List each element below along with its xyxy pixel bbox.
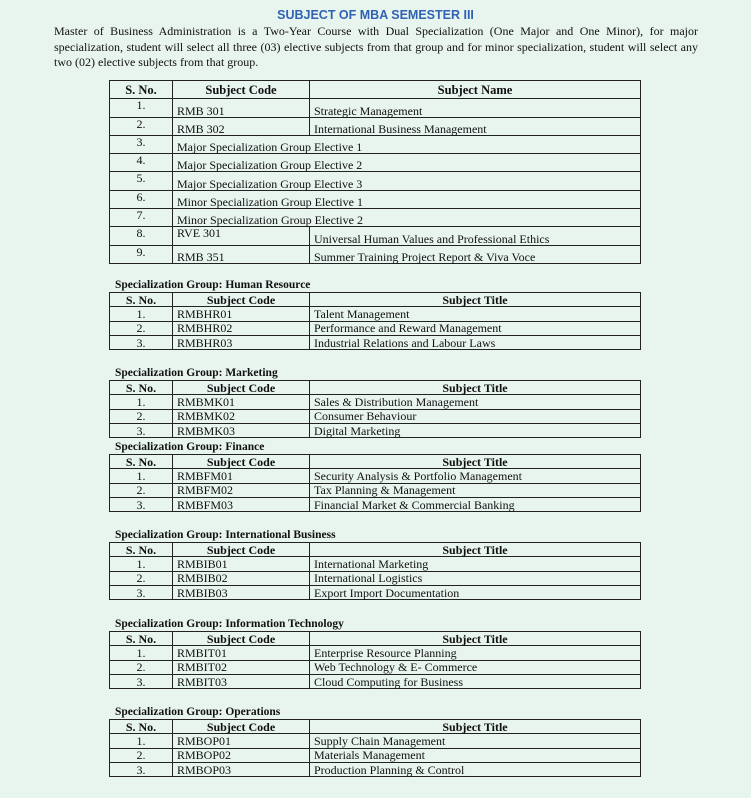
- table-header-row: [110, 381, 641, 395]
- table-row: [110, 99, 641, 117]
- table-row: [110, 585, 641, 599]
- table-header-row: [110, 81, 641, 99]
- cell-sno: 3.: [110, 335, 173, 349]
- cell-sno: 1.: [110, 307, 173, 321]
- header-sno: S. No.: [110, 632, 173, 646]
- table-row: [110, 423, 641, 437]
- group-title-operations: Specialization Group: Operations: [115, 706, 281, 718]
- cell-title: Talent Management: [310, 307, 641, 321]
- group-title-information-technology: Specialization Group: Information Technology: [115, 618, 344, 630]
- header-subject-code: Subject Code: [173, 632, 310, 646]
- cell-sno: 2.: [110, 571, 173, 585]
- cell-code: RMBOP01: [173, 734, 310, 748]
- header-sno: S. No.: [110, 293, 173, 307]
- table-row: [110, 469, 641, 483]
- cell-title: Production Planning & Control: [310, 762, 641, 776]
- cell-title: Supply Chain Management: [310, 734, 641, 748]
- cell-title: Export Import Documentation: [310, 585, 641, 599]
- header-subject-name: Subject Name: [310, 81, 641, 99]
- table-header-row: [110, 543, 641, 557]
- group-title-finance: Specialization Group: Finance: [115, 441, 265, 453]
- header-sno: S. No.: [110, 381, 173, 395]
- cell-sno: 3.: [110, 762, 173, 776]
- cell-sno: 1.: [110, 99, 173, 117]
- cell-title: Consumer Behaviour: [310, 409, 641, 423]
- cell-code: RVE 301: [173, 227, 310, 245]
- cell-code: RMBIB01: [173, 557, 310, 571]
- cell-title: Industrial Relations and Labour Laws: [310, 335, 641, 349]
- cell-code: RMBIB02: [173, 571, 310, 585]
- cell-sno: 2.: [110, 483, 173, 497]
- table-header-row: [110, 293, 641, 307]
- cell-title: International Marketing: [310, 557, 641, 571]
- cell-sno: 6.: [110, 190, 173, 208]
- table-row: [110, 321, 641, 335]
- cell-code: RMBIT01: [173, 646, 310, 660]
- cell-name: Strategic Management: [310, 99, 641, 117]
- cell-title: Tax Planning & Management: [310, 483, 641, 497]
- cell-code: RMBIB03: [173, 585, 310, 599]
- cell-title: Materials Management: [310, 748, 641, 762]
- cell-code: RMBMK03: [173, 423, 310, 437]
- header-subject-code: Subject Code: [173, 543, 310, 557]
- cell-sno: 5.: [110, 172, 173, 190]
- semester-subjects-table: [109, 80, 641, 264]
- cell-sno: 2.: [110, 117, 173, 135]
- cell-sno: 1.: [110, 557, 173, 571]
- group-table-marketing: [109, 380, 641, 438]
- header-subject-title: Subject Title: [310, 293, 641, 307]
- cell-code: RMB 351: [173, 245, 310, 263]
- header-sno: S. No.: [110, 720, 173, 734]
- cell-code: RMBOP02: [173, 748, 310, 762]
- cell-sno: 1.: [110, 395, 173, 409]
- cell-sno: 3.: [110, 497, 173, 511]
- cell-code: RMBOP03: [173, 762, 310, 776]
- table-row: [110, 483, 641, 497]
- table-row: [110, 734, 641, 748]
- group-table-human-resource: [109, 292, 641, 350]
- cell-sno: 2.: [110, 409, 173, 423]
- table-row: [110, 117, 641, 135]
- table-row: [110, 557, 641, 571]
- cell-sno: 2.: [110, 321, 173, 335]
- table-row: [110, 190, 641, 208]
- cell-sno: 4.: [110, 154, 173, 172]
- table-row: [110, 227, 641, 245]
- table-row: [110, 748, 641, 762]
- cell-code: RMBMK01: [173, 395, 310, 409]
- cell-name: Universal Human Values and Professional Ethics: [310, 227, 641, 245]
- header-subject-title: Subject Title: [310, 381, 641, 395]
- table-row: [110, 307, 641, 321]
- cell-title: Digital Marketing: [310, 423, 641, 437]
- cell-elective: Minor Specialization Group Elective 1: [173, 190, 641, 208]
- cell-elective: Major Specialization Group Elective 3: [173, 172, 641, 190]
- group-table-international-business: [109, 542, 641, 600]
- cell-sno: 3.: [110, 135, 173, 153]
- cell-code: RMBFM03: [173, 497, 310, 511]
- cell-sno: 1.: [110, 469, 173, 483]
- header-subject-title: Subject Title: [310, 455, 641, 469]
- cell-sno: 3.: [110, 423, 173, 437]
- cell-code: RMB 301: [173, 99, 310, 117]
- header-sno: S. No.: [110, 455, 173, 469]
- cell-code: RMBIT03: [173, 674, 310, 688]
- group-table-finance: [109, 454, 641, 512]
- cell-sno: 1.: [110, 734, 173, 748]
- cell-name: Summer Training Project Report & Viva Voce: [310, 245, 641, 263]
- cell-code: RMBIT02: [173, 660, 310, 674]
- cell-code: RMBFM02: [173, 483, 310, 497]
- cell-elective: Major Specialization Group Elective 2: [173, 154, 641, 172]
- table-row: [110, 762, 641, 776]
- table-row: [110, 154, 641, 172]
- table-row: [110, 674, 641, 688]
- cell-sno: 7.: [110, 209, 173, 227]
- table-row: [110, 571, 641, 585]
- table-header-row: [110, 455, 641, 469]
- header-subject-code: Subject Code: [173, 81, 310, 99]
- page-title: SUBJECT OF MBA SEMESTER III: [277, 8, 474, 22]
- cell-code: RMBMK02: [173, 409, 310, 423]
- header-sno: S. No.: [110, 543, 173, 557]
- table-row: [110, 335, 641, 349]
- table-row: [110, 209, 641, 227]
- header-sno: S. No.: [110, 81, 173, 99]
- cell-sno: 2.: [110, 748, 173, 762]
- cell-sno: 8.: [110, 227, 173, 245]
- header-subject-code: Subject Code: [173, 381, 310, 395]
- header-subject-title: Subject Title: [310, 720, 641, 734]
- cell-elective: Minor Specialization Group Elective 2: [173, 209, 641, 227]
- group-title-human-resource: Specialization Group: Human Resource: [115, 279, 311, 291]
- cell-sno: 9.: [110, 245, 173, 263]
- table-row: [110, 135, 641, 153]
- cell-title: Security Analysis & Portfolio Management: [310, 469, 641, 483]
- table-row: [110, 497, 641, 511]
- cell-elective: Major Specialization Group Elective 1: [173, 135, 641, 153]
- cell-title: Cloud Computing for Business: [310, 674, 641, 688]
- cell-title: Sales & Distribution Management: [310, 395, 641, 409]
- table-row: [110, 660, 641, 674]
- table-row: [110, 245, 641, 263]
- table-header-row: [110, 632, 641, 646]
- cell-code: RMBFM01: [173, 469, 310, 483]
- header-subject-title: Subject Title: [310, 543, 641, 557]
- cell-title: International Logistics: [310, 571, 641, 585]
- cell-code: RMBHR02: [173, 321, 310, 335]
- table-row: [110, 646, 641, 660]
- group-table-information-technology: [109, 631, 641, 689]
- cell-name: International Business Management: [310, 117, 641, 135]
- cell-title: Performance and Reward Management: [310, 321, 641, 335]
- cell-title: Web Technology & E- Commerce: [310, 660, 641, 674]
- intro-paragraph: Master of Business Administration is a Two-Year Course with Dual Specialization (One Major and One Minor), for major specialization, student will select all three (03) elective subjects from that group and for minor specialization, student will select any two (02) elective subjects from that group.: [54, 24, 698, 69]
- header-subject-code: Subject Code: [173, 455, 310, 469]
- header-subject-code: Subject Code: [173, 293, 310, 307]
- group-title-marketing: Specialization Group: Marketing: [115, 367, 278, 379]
- cell-title: Enterprise Resource Planning: [310, 646, 641, 660]
- cell-sno: 2.: [110, 660, 173, 674]
- cell-code: RMB 302: [173, 117, 310, 135]
- group-title-international-business: Specialization Group: International Business: [115, 529, 336, 541]
- table-row: [110, 409, 641, 423]
- cell-sno: 1.: [110, 646, 173, 660]
- header-subject-code: Subject Code: [173, 720, 310, 734]
- cell-code: RMBHR03: [173, 335, 310, 349]
- cell-sno: 3.: [110, 674, 173, 688]
- table-row: [110, 172, 641, 190]
- cell-sno: 3.: [110, 585, 173, 599]
- cell-code: RMBHR01: [173, 307, 310, 321]
- table-row: [110, 395, 641, 409]
- group-table-operations: [109, 719, 641, 777]
- table-header-row: [110, 720, 641, 734]
- header-subject-title: Subject Title: [310, 632, 641, 646]
- cell-title: Financial Market & Commercial Banking: [310, 497, 641, 511]
